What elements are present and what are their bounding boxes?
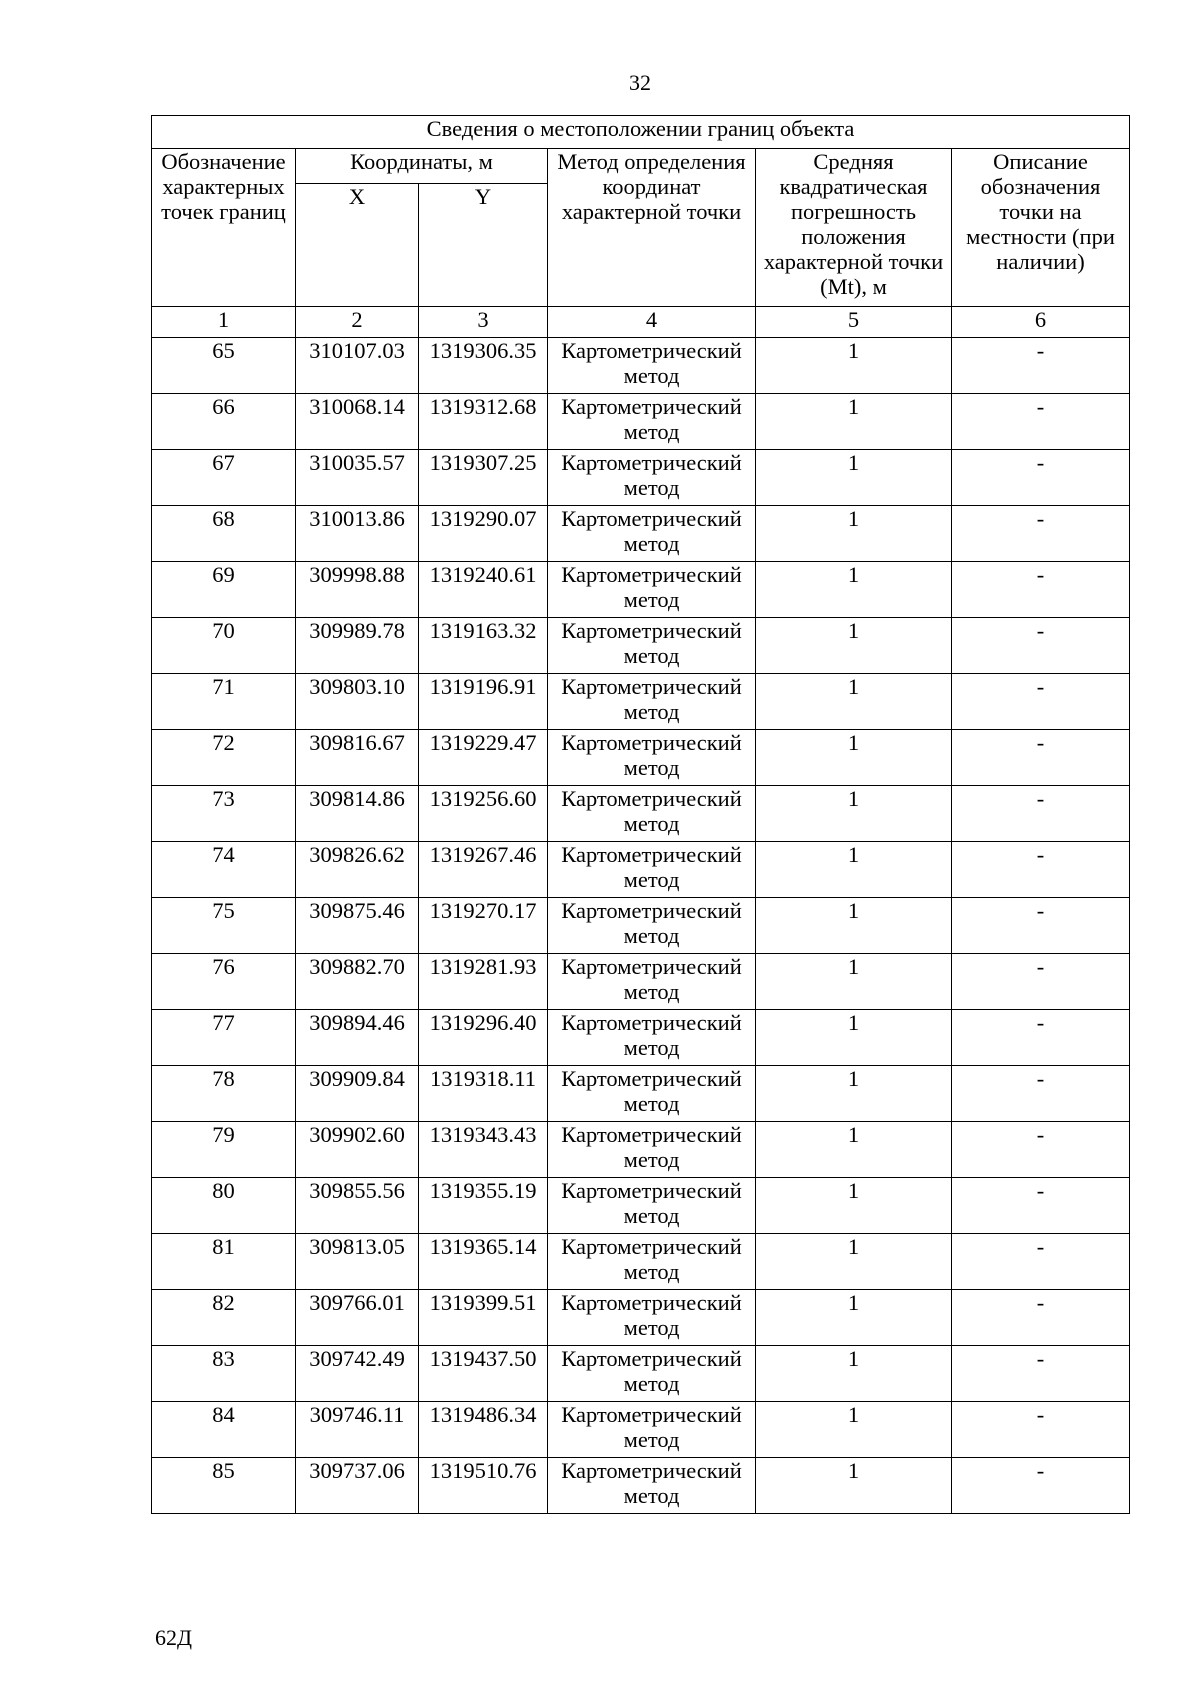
point-id-cell: 85 <box>152 1458 296 1514</box>
error-cell: 1 <box>756 674 952 730</box>
point-id-cell: 77 <box>152 1010 296 1066</box>
header-x: X <box>296 184 419 307</box>
description-cell: - <box>952 1290 1130 1346</box>
point-id-cell: 69 <box>152 562 296 618</box>
table-row <box>152 562 1130 618</box>
method-cell: Картометрический метод <box>548 786 756 842</box>
table-row <box>152 394 1130 450</box>
error-cell: 1 <box>756 394 952 450</box>
table-row <box>152 898 1130 954</box>
method-cell: Картометрический метод <box>548 1178 756 1234</box>
x-coordinate-cell: 309766.01 <box>296 1290 419 1346</box>
x-coordinate-cell: 309855.56 <box>296 1178 419 1234</box>
table-row <box>152 1066 1130 1122</box>
table-row <box>152 842 1130 898</box>
x-coordinate-cell: 309814.86 <box>296 786 419 842</box>
description-cell: - <box>952 618 1130 674</box>
error-cell: 1 <box>756 898 952 954</box>
point-id-cell: 71 <box>152 674 296 730</box>
x-coordinate-cell: 309813.05 <box>296 1234 419 1290</box>
y-coordinate-cell: 1319270.17 <box>419 898 548 954</box>
y-coordinate-cell: 1319296.40 <box>419 1010 548 1066</box>
table-row <box>152 1290 1130 1346</box>
y-coordinate-cell: 1319290.07 <box>419 506 548 562</box>
error-cell: 1 <box>756 842 952 898</box>
error-cell: 1 <box>756 786 952 842</box>
error-cell: 1 <box>756 618 952 674</box>
table-row <box>152 1178 1130 1234</box>
x-coordinate-cell: 309882.70 <box>296 954 419 1010</box>
error-cell: 1 <box>756 1178 952 1234</box>
method-cell: Картометрический метод <box>548 1290 756 1346</box>
error-cell: 1 <box>756 1346 952 1402</box>
error-cell: 1 <box>756 1290 952 1346</box>
description-cell: - <box>952 506 1130 562</box>
error-cell: 1 <box>756 506 952 562</box>
point-id-cell: 67 <box>152 450 296 506</box>
table-row <box>152 1010 1130 1066</box>
x-coordinate-cell: 309816.67 <box>296 730 419 786</box>
error-cell: 1 <box>756 1402 952 1458</box>
point-id-cell: 76 <box>152 954 296 1010</box>
method-cell: Картометрический метод <box>548 338 756 394</box>
method-cell: Картометрический метод <box>548 1458 756 1514</box>
error-cell: 1 <box>756 562 952 618</box>
method-cell: Картометрический метод <box>548 1402 756 1458</box>
error-cell: 1 <box>756 1122 952 1178</box>
y-coordinate-cell: 1319318.11 <box>419 1066 548 1122</box>
header-coordinates: Координаты, м <box>296 149 548 184</box>
point-id-cell: 72 <box>152 730 296 786</box>
table-row <box>152 1458 1130 1514</box>
method-cell: Картометрический метод <box>548 1234 756 1290</box>
point-id-cell: 66 <box>152 394 296 450</box>
point-id-cell: 65 <box>152 338 296 394</box>
point-id-cell: 74 <box>152 842 296 898</box>
description-cell: - <box>952 562 1130 618</box>
table-row <box>152 450 1130 506</box>
table-body <box>152 338 1130 1514</box>
y-coordinate-cell: 1319399.51 <box>419 1290 548 1346</box>
table-row <box>152 506 1130 562</box>
error-cell: 1 <box>756 338 952 394</box>
header-mean-square-error: Средняя квадратическая погрешность положения характерной точки (Mt), м <box>756 149 952 307</box>
y-coordinate-cell: 1319196.91 <box>419 674 548 730</box>
method-cell: Картометрический метод <box>548 450 756 506</box>
description-cell: - <box>952 1066 1130 1122</box>
description-cell: - <box>952 898 1130 954</box>
table-row <box>152 338 1130 394</box>
column-number: 5 <box>756 307 952 338</box>
column-numbers-row <box>152 307 1130 338</box>
y-coordinate-cell: 1319267.46 <box>419 842 548 898</box>
column-number: 4 <box>548 307 756 338</box>
description-cell: - <box>952 730 1130 786</box>
x-coordinate-cell: 310035.57 <box>296 450 419 506</box>
description-cell: - <box>952 338 1130 394</box>
x-coordinate-cell: 310107.03 <box>296 338 419 394</box>
y-coordinate-cell: 1319486.34 <box>419 1402 548 1458</box>
y-coordinate-cell: 1319256.60 <box>419 786 548 842</box>
y-coordinate-cell: 1319281.93 <box>419 954 548 1010</box>
x-coordinate-cell: 309875.46 <box>296 898 419 954</box>
y-coordinate-cell: 1319163.32 <box>419 618 548 674</box>
method-cell: Картометрический метод <box>548 898 756 954</box>
y-coordinate-cell: 1319240.61 <box>419 562 548 618</box>
point-id-cell: 84 <box>152 1402 296 1458</box>
y-coordinate-cell: 1319312.68 <box>419 394 548 450</box>
y-coordinate-cell: 1319437.50 <box>419 1346 548 1402</box>
description-cell: - <box>952 1346 1130 1402</box>
description-cell: - <box>952 842 1130 898</box>
page-number: 32 <box>629 70 651 95</box>
x-coordinate-cell: 310013.86 <box>296 506 419 562</box>
description-cell: - <box>952 394 1130 450</box>
point-id-cell: 73 <box>152 786 296 842</box>
y-coordinate-cell: 1319307.25 <box>419 450 548 506</box>
header-method: Метод определения координат характерной точки <box>548 149 756 307</box>
column-number: 6 <box>952 307 1130 338</box>
description-cell: - <box>952 1122 1130 1178</box>
point-id-cell: 78 <box>152 1066 296 1122</box>
table-row <box>152 618 1130 674</box>
x-coordinate-cell: 309826.62 <box>296 842 419 898</box>
table-row <box>152 1346 1130 1402</box>
x-coordinate-cell: 309998.88 <box>296 562 419 618</box>
description-cell: - <box>952 450 1130 506</box>
point-id-cell: 75 <box>152 898 296 954</box>
x-coordinate-cell: 309742.49 <box>296 1346 419 1402</box>
method-cell: Картометрический метод <box>548 394 756 450</box>
error-cell: 1 <box>756 1010 952 1066</box>
description-cell: - <box>952 1178 1130 1234</box>
method-cell: Картометрический метод <box>548 954 756 1010</box>
method-cell: Картометрический метод <box>548 842 756 898</box>
error-cell: 1 <box>756 730 952 786</box>
boundary-points-table <box>151 115 1130 1514</box>
error-cell: 1 <box>756 1458 952 1514</box>
x-coordinate-cell: 309989.78 <box>296 618 419 674</box>
footer-code: 62Д <box>155 1625 193 1650</box>
point-id-cell: 70 <box>152 618 296 674</box>
table-row <box>152 954 1130 1010</box>
y-coordinate-cell: 1319229.47 <box>419 730 548 786</box>
header-y: Y <box>419 184 548 307</box>
error-cell: 1 <box>756 450 952 506</box>
method-cell: Картометрический метод <box>548 1010 756 1066</box>
x-coordinate-cell: 309746.11 <box>296 1402 419 1458</box>
column-number: 3 <box>419 307 548 338</box>
point-id-cell: 82 <box>152 1290 296 1346</box>
error-cell: 1 <box>756 1066 952 1122</box>
method-cell: Картометрический метод <box>548 618 756 674</box>
x-coordinate-cell: 309902.60 <box>296 1122 419 1178</box>
table-title: Сведения о местоположении границ объекта <box>152 116 1130 149</box>
method-cell: Картометрический метод <box>548 674 756 730</box>
x-coordinate-cell: 309737.06 <box>296 1458 419 1514</box>
table-row <box>152 1402 1130 1458</box>
table-row <box>152 730 1130 786</box>
point-id-cell: 79 <box>152 1122 296 1178</box>
method-cell: Картометрический метод <box>548 730 756 786</box>
description-cell: - <box>952 1010 1130 1066</box>
description-cell: - <box>952 1458 1130 1514</box>
method-cell: Картометрический метод <box>548 506 756 562</box>
column-number: 1 <box>152 307 296 338</box>
y-coordinate-cell: 1319306.35 <box>419 338 548 394</box>
x-coordinate-cell: 310068.14 <box>296 394 419 450</box>
column-number: 2 <box>296 307 419 338</box>
description-cell: - <box>952 674 1130 730</box>
point-id-cell: 81 <box>152 1234 296 1290</box>
header-point-designation: Обозначение характерных точек границ <box>152 149 296 307</box>
x-coordinate-cell: 309894.46 <box>296 1010 419 1066</box>
y-coordinate-cell: 1319510.76 <box>419 1458 548 1514</box>
table-row <box>152 674 1130 730</box>
x-coordinate-cell: 309803.10 <box>296 674 419 730</box>
x-coordinate-cell: 309909.84 <box>296 1066 419 1122</box>
error-cell: 1 <box>756 954 952 1010</box>
method-cell: Картометрический метод <box>548 562 756 618</box>
description-cell: - <box>952 786 1130 842</box>
error-cell: 1 <box>756 1234 952 1290</box>
method-cell: Картометрический метод <box>548 1066 756 1122</box>
y-coordinate-cell: 1319343.43 <box>419 1122 548 1178</box>
method-cell: Картометрический метод <box>548 1122 756 1178</box>
table-row <box>152 1234 1130 1290</box>
point-id-cell: 68 <box>152 506 296 562</box>
y-coordinate-cell: 1319355.19 <box>419 1178 548 1234</box>
header-description: Описание обозначения точки на местности (при наличии) <box>952 149 1130 307</box>
point-id-cell: 83 <box>152 1346 296 1402</box>
point-id-cell: 80 <box>152 1178 296 1234</box>
table-row <box>152 786 1130 842</box>
method-cell: Картометрический метод <box>548 1346 756 1402</box>
table-row <box>152 1122 1130 1178</box>
description-cell: - <box>952 954 1130 1010</box>
y-coordinate-cell: 1319365.14 <box>419 1234 548 1290</box>
description-cell: - <box>952 1402 1130 1458</box>
description-cell: - <box>952 1234 1130 1290</box>
